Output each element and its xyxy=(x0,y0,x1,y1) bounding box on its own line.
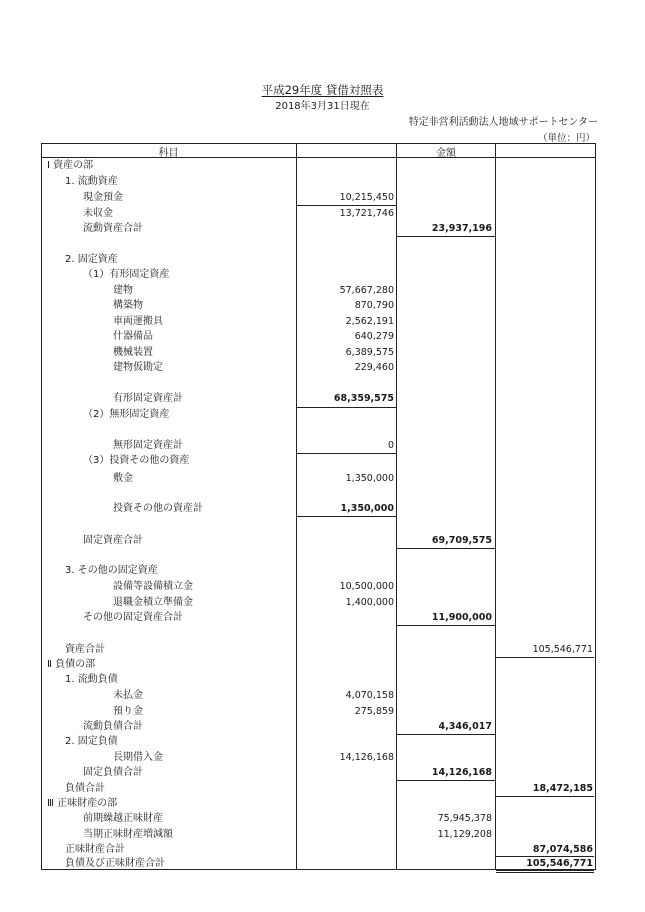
table-row xyxy=(41,704,596,719)
page-title: 平成29年度 貸借対照表 xyxy=(261,83,384,97)
row-label: 固定資産合計 xyxy=(83,535,143,546)
table-row xyxy=(41,579,596,594)
amount-cell: 14,126,168 xyxy=(339,752,394,763)
amount-cell: 57,667,280 xyxy=(339,285,394,296)
amount-cell: 69,709,575 xyxy=(431,535,492,546)
amount-cell: 870,790 xyxy=(354,300,394,311)
table-row xyxy=(41,471,596,486)
subtotal-rule xyxy=(397,625,495,626)
amount-cell: 275,859 xyxy=(354,706,394,717)
subtotal-rule xyxy=(397,780,495,781)
amount-cell: 2,562,191 xyxy=(345,316,394,327)
organization-name: 特定非営利活動法人地域サポートセンター xyxy=(408,117,598,128)
table-row xyxy=(41,842,596,857)
amount-cell: 11,900,000 xyxy=(431,612,492,623)
table-row xyxy=(41,610,596,625)
table-row xyxy=(41,595,596,610)
table-row xyxy=(41,811,596,826)
total-double-rule xyxy=(496,870,594,873)
subtotal-rule xyxy=(397,734,495,735)
amount-cell: 1,350,000 xyxy=(340,503,394,514)
row-label: 前期繰越正味財産 xyxy=(83,813,163,824)
table-row xyxy=(41,360,596,375)
amount-cell: 105,546,771 xyxy=(532,644,593,655)
row-label: 機械装置 xyxy=(113,347,153,358)
row-label: 2. 固定資産 xyxy=(65,254,118,265)
table-row xyxy=(41,796,596,811)
amount-cell: 14,126,168 xyxy=(431,767,492,778)
amount-cell: 13,721,746 xyxy=(339,208,394,219)
row-label: 当期正味財産増減額 xyxy=(83,829,173,840)
amount-cell: 11,129,208 xyxy=(437,829,492,840)
row-label: 流動負債合計 xyxy=(83,721,143,732)
amount-cell: 4,346,017 xyxy=(438,721,492,732)
row-label: 長期借入金 xyxy=(113,752,163,763)
subtotal-rule xyxy=(297,407,396,408)
row-label: （3）投資その他の資産 xyxy=(83,455,190,466)
amount-cell: 23,937,196 xyxy=(431,223,492,234)
row-label: 車両運搬具 xyxy=(113,316,163,327)
row-label: 1. 流動負債 xyxy=(65,674,118,685)
row-label: 負債合計 xyxy=(65,783,105,794)
row-label: 2. 固定負債 xyxy=(65,736,118,747)
amount-cell: 10,500,000 xyxy=(339,581,394,592)
row-label: 未収金 xyxy=(83,208,113,219)
table-row xyxy=(41,283,596,298)
table-row xyxy=(41,438,596,453)
row-label: 負債及び正味財産合計 xyxy=(65,858,165,869)
amount-cell: 75,945,378 xyxy=(437,813,492,824)
table-row xyxy=(41,642,596,657)
row-label: 未払金 xyxy=(113,690,143,701)
table-row xyxy=(41,765,596,780)
header-amount: 金額 xyxy=(436,148,456,159)
table-row xyxy=(41,267,596,282)
row-label: 固定負債合計 xyxy=(83,767,143,778)
table-row xyxy=(41,750,596,765)
table-row xyxy=(41,407,596,422)
report-date: 2018年3月31日現在 xyxy=(275,101,370,112)
subtotal-rule xyxy=(297,453,396,454)
row-label: 退職金積立準備金 xyxy=(113,597,193,608)
table-row xyxy=(41,657,596,672)
row-label: その他の固定資産合計 xyxy=(83,612,183,623)
table-row xyxy=(41,298,596,313)
table-row xyxy=(41,174,596,189)
amount-cell: 229,460 xyxy=(354,362,394,373)
row-label: Ⅰ 資産の部 xyxy=(47,160,94,171)
amount-cell: 1,400,000 xyxy=(345,597,394,608)
table-row xyxy=(41,734,596,749)
amount-cell: 1,350,000 xyxy=(345,473,394,484)
amount-cell: 105,546,771 xyxy=(526,858,593,869)
row-label: 有形固定資産計 xyxy=(113,393,183,404)
table-row xyxy=(41,453,596,468)
subtotal-rule xyxy=(297,516,396,517)
table-row xyxy=(41,563,596,578)
table-row xyxy=(41,190,596,205)
amount-cell: 18,472,185 xyxy=(532,783,593,794)
row-label: 資産合計 xyxy=(65,644,105,655)
table-row xyxy=(41,533,596,548)
row-label: 什器備品 xyxy=(113,331,153,342)
row-label: （2）無形固定資産 xyxy=(83,409,170,420)
row-label: 現金預金 xyxy=(83,192,123,203)
table-row xyxy=(41,391,596,406)
row-label: 投資その他の資産計 xyxy=(113,503,203,514)
table-row xyxy=(41,672,596,687)
amount-cell: 68,359,575 xyxy=(333,393,394,404)
subtotal-rule xyxy=(397,548,495,549)
table-row xyxy=(41,206,596,221)
table-row xyxy=(41,781,596,796)
row-label: 構築物 xyxy=(113,300,143,311)
amount-cell: 87,074,586 xyxy=(532,844,593,855)
row-label: 建物 xyxy=(113,285,133,296)
table-row xyxy=(41,158,596,173)
row-label: 流動資産合計 xyxy=(83,223,143,234)
subtotal-rule xyxy=(397,236,495,237)
table-row xyxy=(41,252,596,267)
table-row xyxy=(41,501,596,516)
amount-cell: 640,279 xyxy=(354,331,394,342)
row-label: 敷金 xyxy=(113,473,133,484)
table-row xyxy=(41,221,596,236)
subtotal-rule xyxy=(496,657,594,658)
table-row xyxy=(41,314,596,329)
table-row xyxy=(41,329,596,344)
table-row xyxy=(41,688,596,703)
subtotal-rule xyxy=(297,205,396,206)
table-row xyxy=(41,345,596,360)
row-label: Ⅱ 負債の部 xyxy=(47,659,96,670)
subtotal-rule xyxy=(496,796,594,797)
row-label: （1）有形固定資産 xyxy=(83,269,170,280)
balance-sheet-table xyxy=(41,143,596,870)
table-row xyxy=(41,719,596,734)
table-row xyxy=(41,856,596,871)
row-label: 預り金 xyxy=(113,706,143,717)
row-label: 3. その他の固定資産 xyxy=(65,565,158,576)
amount-cell: 0 xyxy=(387,440,394,451)
unit-note: （単位：円） xyxy=(537,133,595,144)
row-label: 1. 流動資産 xyxy=(65,176,118,187)
row-label: 設備等設備積立金 xyxy=(113,581,193,592)
table-row xyxy=(41,827,596,842)
row-label: 建物仮勘定 xyxy=(113,362,163,373)
row-label: 正味財産合計 xyxy=(65,844,125,855)
amount-cell: 4,070,158 xyxy=(345,690,394,701)
subtotal-rule xyxy=(496,856,594,857)
header-subject: 科目 xyxy=(158,148,179,159)
row-label: Ⅲ 正味財産の部 xyxy=(47,798,118,809)
amount-cell: 10,215,450 xyxy=(339,192,394,203)
row-label: 無形固定資産計 xyxy=(113,440,183,451)
amount-cell: 6,389,575 xyxy=(345,347,394,358)
